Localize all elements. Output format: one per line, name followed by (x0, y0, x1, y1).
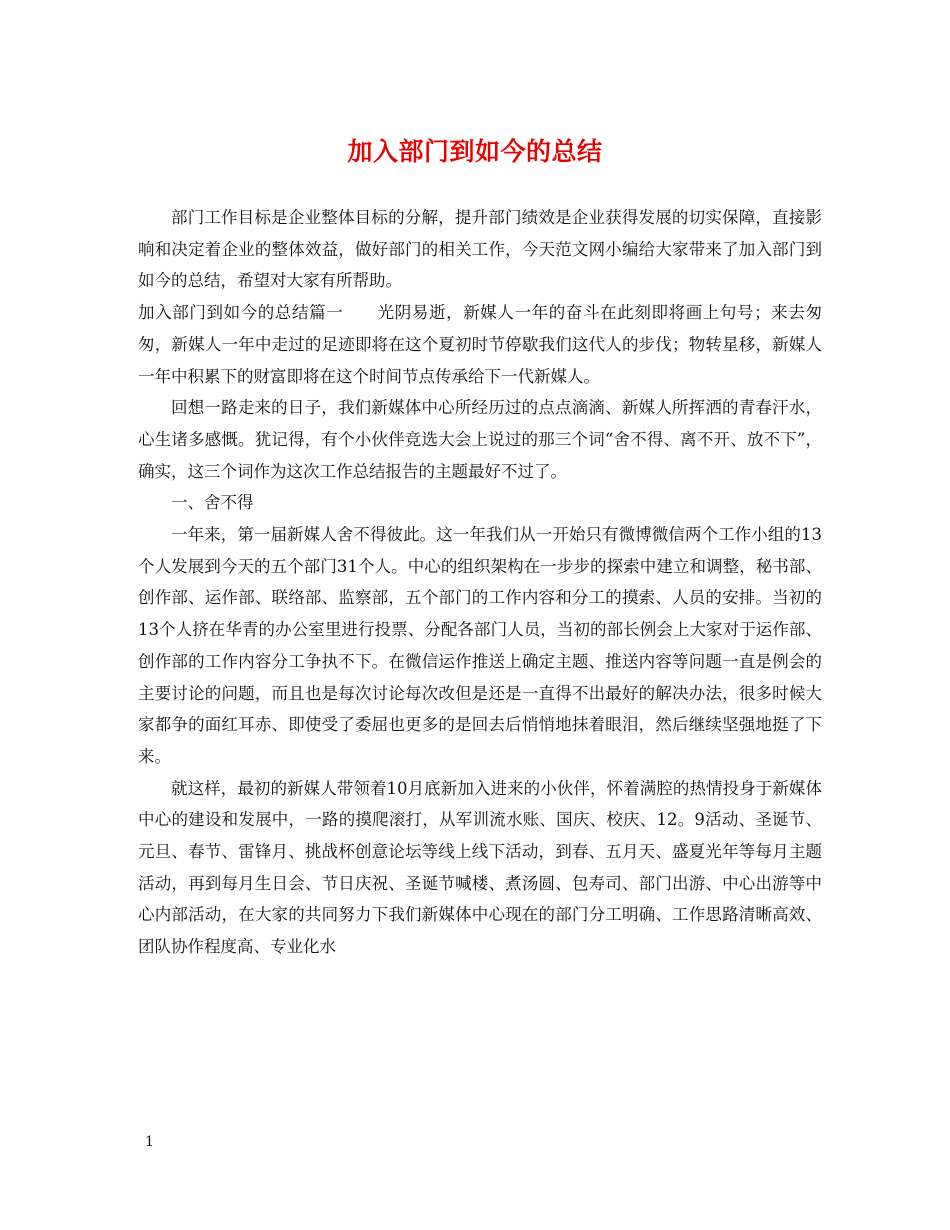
page-number: 1 (145, 1134, 154, 1150)
paragraph-activities: 就这样，最初的新媒人带领着10月底新加入进来的小伙伴，怀着满腔的热情投身于新媒体中心的建设和发展中，一路的摸爬滚打，从军训流水账、国庆、校庆、12。9活动、圣诞节、元旦、春节、雷锋月、挑战杯创意论坛等线上线下活动，到春、五月天、盛夏光年等每月主题活动，再到每月生日会、节日庆祝、圣诞节喊楼、煮汤圆、包寿司、部门出游、中心出游等中心内部活动，在大家的共同努力下我们新媒体中心现在的部门分工明确、工作思路清晰高效、团队协作程度高、专业化水 (138, 778, 822, 957)
paragraph-intro: 部门工作目标是企业整体目标的分解，提升部门绩效是企业获得发展的切实保障，直接影响和决定着企业的整体效益，做好部门的相关工作，今天范文网小编给大家带来了加入部门到如今的总结，希望对大家有所帮助。 (138, 208, 822, 291)
paragraph-section-one-opening: 加入部门到如今的总结篇一 光阴易逝，新媒人一年的奋斗在此刻即将画上句号；来去匆匆，新媒人一年中走过的足迹即将在这个夏初时节停歇我们这代人的步伐；物转星移，新媒人一年中积累下的财富即将在这个时间节点传承给下一代新媒人。 (138, 303, 822, 386)
paragraph-first-year: 一年来，第一届新媒人舍不得彼此。这一年我们从一开始只有微博微信两个工作小组的13个人发展到今天的五个部门31个人。中心的组织架构在一步步的探索中建立和调整，秘书部、创作部、运作部、联络部、监察部，五个部门的工作内容和分工的摸索、人员的安排。当初的13个人挤在华青的办公室里进行投票、分配各部门人员，当初的部长例会上大家对于运作部、创作部的工作内容分工争执不下。在微信运作推送上确定主题、推送内容等问题一直是例会的主要讨论的问题，而且也是每次讨论每次改但是还是一直得不出最好的解决办法，很多时候大家都争的面红耳赤、即使受了委屈也更多的是回去后悄悄地抹着眼泪，然后继续坚强地挺了下来。 (138, 525, 822, 766)
paragraph-recall: 回想一路走来的日子，我们新媒体中心所经历过的点点滴滴、新媒人所挥洒的青春汗水，心生诸多感慨。犹记得，有个小伙伴竞选大会上说过的那三个词“舍不得、离不开、放不下”，确实，这三个词作为这次工作总结报告的主题最好不过了。 (138, 398, 822, 481)
document-title: 加入部门到如今的总结 (347, 137, 603, 166)
section-heading-one: 一、舍不得 (171, 493, 254, 513)
document-body (138, 202, 822, 963)
